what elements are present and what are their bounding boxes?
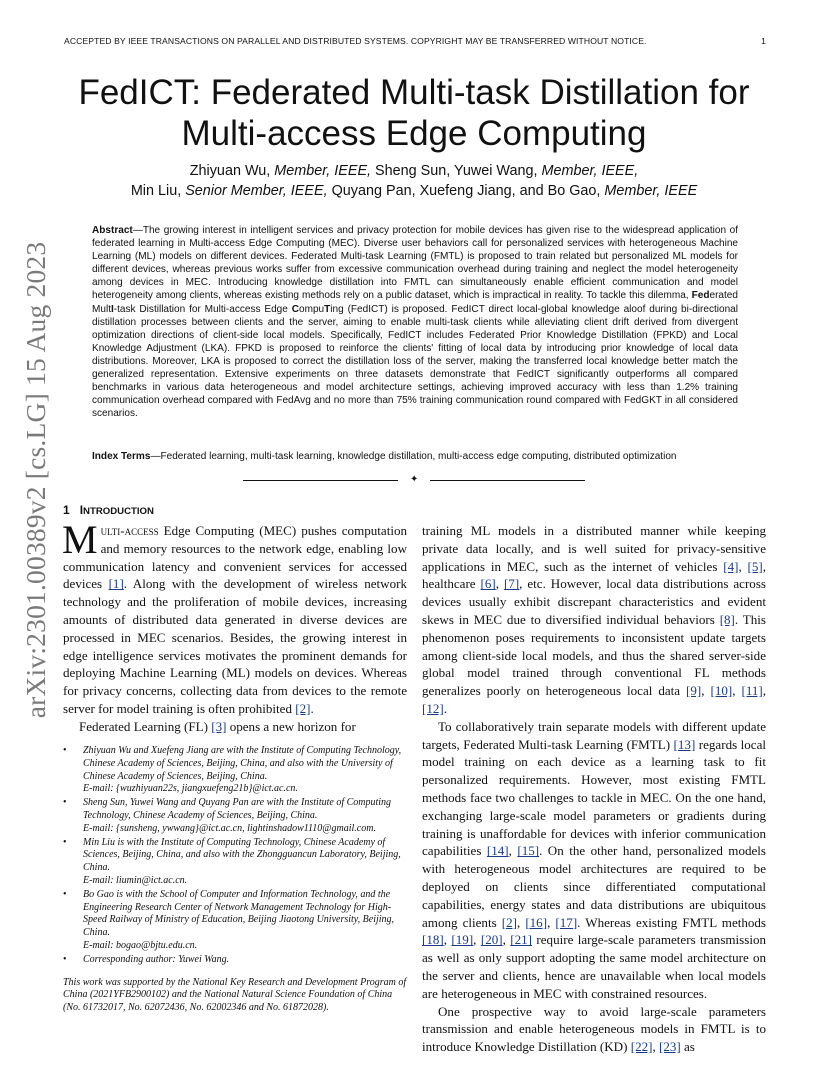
body-text: , (652, 1039, 659, 1055)
abstract (92, 224, 738, 420)
citation-link[interactable]: [16] (525, 914, 548, 930)
body-text: regards local model training on each device as a learning task to fit personalized requirements. However, most existing FMTL methods face two challenges to tackle in MEC. On the one hand, exchanging large-scale model parameters or gradients during training is unaffordable for devices with inferior communication capabilities (422, 736, 766, 859)
divider-line-right (430, 480, 585, 481)
body-text: , (738, 558, 748, 574)
author-line-2 (40, 181, 788, 201)
abstract-name-bold: T (324, 303, 331, 315)
citation-link[interactable]: [2] (501, 914, 517, 930)
paragraph (62, 517, 407, 718)
footnote-text: Corresponding author: Yuwei Wang. (83, 953, 230, 965)
citation-link[interactable]: [3] (211, 718, 227, 734)
author-list (40, 161, 788, 201)
author-role: Member, IEEE, (541, 163, 639, 179)
paragraph (422, 718, 766, 1003)
page-number: 1 (761, 36, 766, 46)
drop-cap: M (62, 517, 98, 562)
body-text: . This phenomenon poses requirements to inconsistent update targets among client-side local models, and thus the shared server-side global model trained through conventional FL methods generalizes poorly on heterogeneous local data (422, 611, 766, 699)
body-text: Edge Computing (MEC) pushes computation and memory resources to the network edge, enabling low communication latency and convenient services for accessed devices (63, 523, 407, 592)
abstract-name-text: ompu (299, 303, 325, 315)
funding-note: This work was supported by the National Key Research and Development Program of China (2021YFB2900102) and the National Natural Science Foundation of China (No. 61732017, No. 62072436, No. 62002346 and No. 61872028). (63, 976, 407, 1014)
title-line-1: FedICT: Federated Multi-task Distillation for (78, 73, 750, 112)
footnotes (63, 745, 407, 1015)
arxiv-identifier (20, 241, 51, 719)
index-terms (92, 450, 738, 463)
abstract-name-bold: Fed (691, 290, 710, 302)
body-text: Federated Learning (FL) (79, 718, 212, 734)
author-text: Sheng Sun, Yuwei Wang, (371, 163, 542, 179)
index-terms-text: —Federated learning, multi-task learning, knowledge distillation, multi-access edge computing, distributed optimization (150, 451, 677, 462)
bullet-icon: • (63, 953, 67, 965)
bullet-icon: • (63, 745, 67, 756)
footnote-text: Zhiyuan Wu and Xuefeng Jiang are with the Institute of Computing Technology, Chinese Academy of Sciences, Beijing, China, and also with the University of Chinese Academy of Sciences, Beijing, China. (83, 745, 402, 782)
body-text: One prospective way to avoid large-scale parameters transmission and enable heterogeneous models in FMTL is to introduce Knowledge Distillation (KD) (422, 1003, 766, 1055)
paragraph (63, 718, 407, 736)
footnote-item (63, 797, 407, 835)
right-column (422, 522, 766, 1056)
author-line-1 (40, 161, 788, 181)
citation-link[interactable]: [14] (486, 843, 509, 859)
body-text: , (473, 932, 481, 948)
index-terms-label: Index Terms (92, 451, 151, 462)
section-title-rest: NTRODUCTION (83, 506, 154, 517)
body-text: , (516, 914, 526, 930)
section-divider (243, 475, 585, 485)
paper-title (40, 72, 788, 154)
abstract-text: (FedICT) is proposed. FedICT direct local-global knowledge aloof during bi-directional distillation processes between clients and the server, aiming to enable multi-task clients while alleviating client drift derived from divergent optimization directions of client-side local models. Specifically, FedICT includes Federated Prior Knowledge Distillation (FPKD) and Local Knowledge Adjustment (LKA). FPKD is proposed to reinforce the clients' fitting of local data by introducing prior knowledge of local data distributions. Moreover, LKA is proposed to correct the distillation loss of the server, making the transferred local knowledge better match the generalized representation. Extensive experiments on three datasets demonstrate that FedICT significantly outperforms all compared benchmarks in various data heterogeneous and model architecture settings, achieving improved accuracy with less than 1.2% training communication overhead compared with FedAvg and no more than 75% training communication round compared with FedGKT in all considered scenarios. (92, 303, 738, 420)
citation-link[interactable]: [17] (555, 914, 578, 930)
footnote-email: E-mail: {sunsheng, ywwang}@ict.ac.cn, lightinshadow1110@gmail.com. (83, 822, 376, 834)
citation-link[interactable]: [21] (510, 932, 533, 948)
small-caps-lead: ulti-access (100, 523, 159, 538)
citation-link[interactable]: [22] (630, 1039, 653, 1055)
section-heading (63, 503, 154, 517)
citation-link[interactable]: [11] (741, 683, 763, 699)
abstract-name-bold: I (110, 303, 114, 315)
footnote-item (63, 954, 407, 967)
abstract-name-text: erated Mult (92, 290, 738, 315)
citation-link[interactable]: [15] (517, 843, 540, 859)
body-text: , (732, 683, 742, 699)
citation-link[interactable]: [12] (422, 700, 444, 716)
body-text: . On the other hand, personalized models with heterogeneous model architectures are required to be deployed on clients since differentiated computational capabilities, energy states and data distributions are ubiquitous among clients (422, 843, 766, 930)
abstract-text: —The growing interest in intelligent services and privacy protection for mobile devices has given rise to the widespread application of federated learning in Multi-access Edge Computing (MEC). Diverse user behaviors call for personalized services with heterogeneous Machine Learning (ML) models on different devices. Federated Multi-task Learning (FMTL) is proposed to train related but personalized ML models for different devices, whereas previous works suffer from excessive communication overhead during training and neglect the model heterogeneity among devices in MEC. Introducing knowledge distillation into FMTL can simultaneously enable efficient communication and model heterogeneity among clients, whereas existing methods rely on a public dataset, which is impractical in reality. To tackle this dilemma, (92, 225, 738, 302)
body-text: , (508, 843, 518, 859)
body-text: opens a new horizon for (226, 718, 356, 734)
abstract-label: Abstract (92, 225, 133, 236)
citation-link[interactable]: [6] (480, 576, 496, 592)
left-column (62, 517, 407, 736)
body-text: , (762, 683, 766, 699)
body-text: , (547, 914, 556, 930)
abstract-name-text: -task Distillation for Multi-access Edge (113, 303, 292, 315)
body-text: . Whereas existing FMTL methods (577, 914, 767, 930)
footnote-text: Min Liu is with the Institute of Computing Technology, Chinese Academy of Sciences, Beijing, China, and also with the Zhongguancun Laboratory, Beijing, China. (83, 836, 401, 874)
author-text: Min Liu, (130, 183, 186, 199)
citation-link[interactable]: [7] (503, 576, 520, 592)
author-role: Senior Member, IEEE, (185, 183, 328, 199)
body-text: , (495, 576, 504, 592)
author-text: Zhiyuan Wu, (189, 163, 275, 179)
running-head-text: ACCEPTED BY IEEE TRANSACTIONS ON PARALLEL AND DISTRIBUTED SYSTEMS. COPYRIGHT MAY BE TRANSFERRED WITHOUT NOTICE. (64, 36, 647, 46)
body-text: , healthcare (422, 558, 766, 592)
body-text: . (310, 700, 314, 716)
body-text: . Along with the development of wireless network technology and the proliferation of mobile devices, increasing amounts of distributed data generated in diverse devices are processed in MEC scenarios. Besides, the growing interest in edge intelligence services motivates the prominent demands for deploying Machine Learning (ML) models on devices. Whereas for privacy concerns, collecting data from devices to the remote server for model training is often prohibited (63, 576, 407, 716)
bullet-icon: • (63, 836, 67, 848)
body-text: , etc. However, local data distributions across devices usually exhibit discrepant characteristics and evident skews in MEC due to diversified individual behaviors (422, 576, 766, 627)
title-line-2: Multi-access Edge Computing (181, 114, 647, 153)
citation-link[interactable]: [20] (480, 932, 503, 948)
body-text: , (502, 932, 511, 948)
citation-link[interactable]: [5] (747, 558, 763, 574)
body-text: training ML models in a distributed manner while keeping private data locally, and is well suited for privacy-sensitive applications in MEC, such as the internet of vehicles (422, 523, 766, 574)
citation-link[interactable]: [23] (659, 1039, 681, 1055)
section-number: 1 (63, 503, 70, 517)
footnote-email: E-mail: bogao@bjtu.edu.cn. (83, 939, 198, 951)
citation-link[interactable]: [2] (295, 700, 311, 716)
citation-link[interactable]: [1] (108, 576, 124, 592)
running-header (64, 36, 766, 46)
citation-link[interactable]: [8] (719, 611, 735, 627)
citation-link[interactable]: [10] (710, 683, 733, 699)
footnote-text: Bo Gao is with the School of Computer and Information Technology, and the Engineering Research Center of Network Management Technology for High-Speed Railway of Ministry of Education, Beijing Jiaotong University, Beijing, China. (83, 888, 395, 939)
body-text: as (680, 1039, 695, 1055)
body-text: , (701, 683, 711, 699)
body-text: require large-scale parameters transmission as well as only support adopting the same model architecture on the server and clients, hence are unavailable when local models are heterogeneous in MEC with constrained resources. (422, 932, 767, 1001)
section-title-initial: I (79, 503, 84, 517)
author-role: Member, IEEE (604, 183, 698, 199)
footnote-item (63, 889, 407, 953)
footnote-email: E-mail: liumin@ict.ac.cn. (83, 874, 188, 886)
footnote-text: Sheng Sun, Yuwei Wang and Quyang Pan are with the Institute of Computing Technology, Chinese Academy of Sciences, Beijing, China. (83, 797, 392, 821)
citation-link[interactable]: [19] (451, 932, 474, 948)
paragraph (422, 522, 766, 718)
paragraph (422, 1003, 766, 1056)
author-role: Member, IEEE, (274, 163, 372, 179)
footnote-item (63, 745, 407, 796)
body-text: . (443, 700, 448, 716)
citation-link[interactable]: [9] (686, 683, 702, 699)
bullet-icon: • (63, 797, 67, 809)
body-text: To collaboratively train separate models with different update targets, Federated Multi-task Learning (FMTL) (422, 718, 766, 752)
author-text: Quyang Pan, Xuefeng Jiang, and Bo Gao, (327, 183, 605, 199)
arxiv-identifier-text: arXiv:2301.00389v2 [cs.LG] 15 Aug 2023 (20, 241, 51, 719)
divider-line-left (243, 480, 398, 481)
divider-diamond-icon: ✦ (410, 474, 419, 485)
body-text: , (443, 932, 452, 948)
citation-link[interactable]: [18] (422, 932, 444, 948)
bullet-icon: • (63, 888, 67, 900)
footnote-item (63, 837, 407, 888)
citation-link[interactable]: [13] (673, 736, 696, 752)
abstract-name-text: ing (330, 303, 344, 315)
abstract-name-bold: C (291, 303, 299, 315)
footnote-email: E-mail: {wuzhiyuan22s, jiangxuefeng21b}@ict.ac.cn. (83, 783, 298, 795)
citation-link[interactable]: [4] (723, 558, 739, 574)
